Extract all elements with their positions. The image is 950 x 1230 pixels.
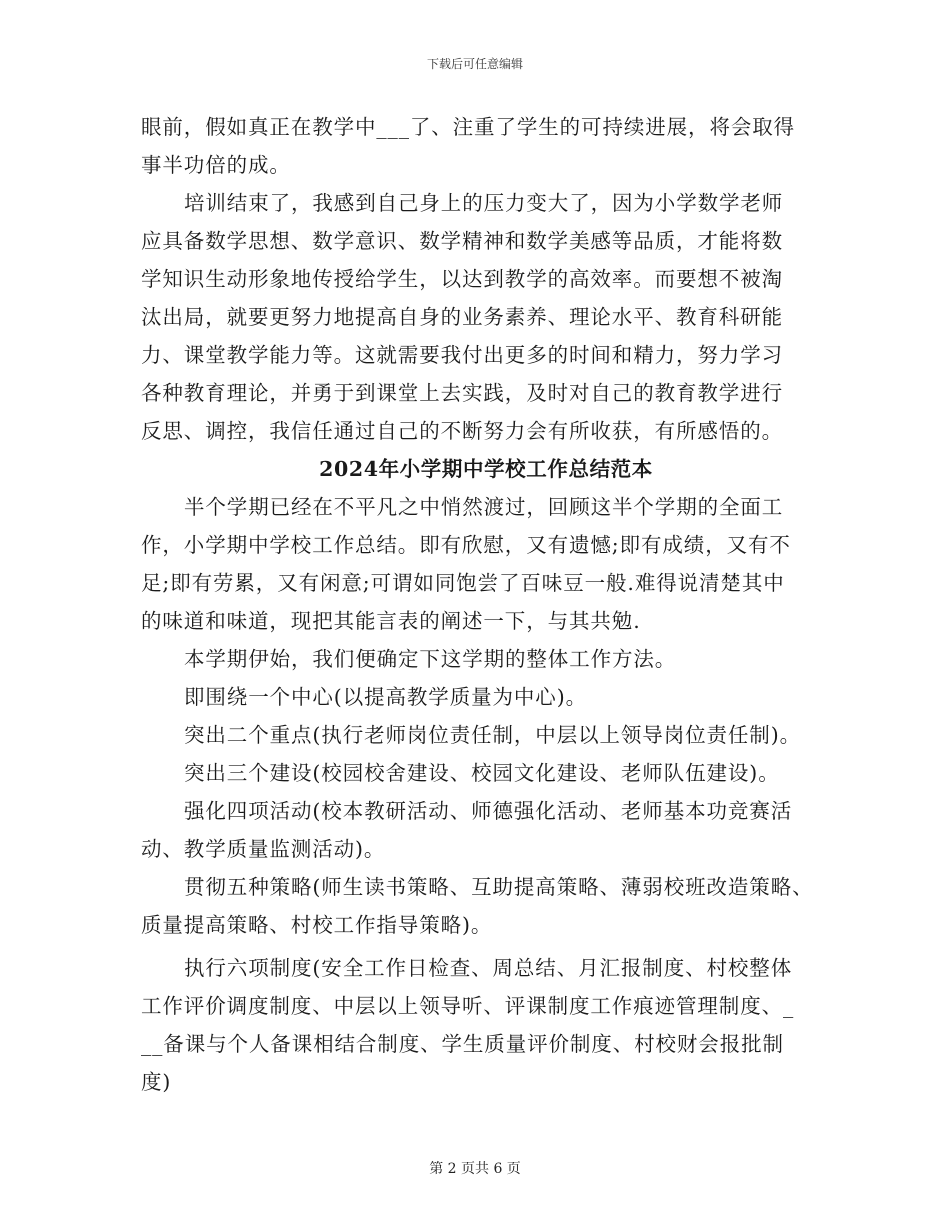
text-line: 力、课堂教学能力等。这就需要我付出更多的时间和精力，努力学习 [141, 343, 783, 367]
text-line: 作，小学期中学校工作总结。即有欣慰，又有遗憾;即有成绩，又有不 [141, 533, 791, 557]
text-line: 应具备数学思想、数学意识、数学精神和数学美感等品质，才能将数 [141, 229, 783, 253]
paragraph-start: 强化四项活动(校本教研活动、师德强化活动、老师基本功竞赛活 [184, 799, 793, 823]
text-line: 各种教育理论，并勇于到课堂上去实践，及时对自己的教育教学进行 [141, 381, 783, 405]
text-line: 工作评价调度制度、中层以上领导听、评课制度工作痕迹管理制度、_ [141, 994, 795, 1018]
text-line: 质量提高策略、村校工作指导策略)。 [141, 913, 493, 937]
text-line: 足;即有劳累，又有闲意;可谓如同饱尝了百味豆一般.难得说清楚其中 [141, 571, 785, 595]
text-line: 事半功倍的成。 [141, 153, 291, 177]
paragraph-start: 培训结束了，我感到自己身上的压力变大了，因为小学数学老师 [184, 191, 784, 215]
paragraph-start: 执行六项制度(安全工作日检查、周总结、月汇报制度、村校整体 [184, 956, 793, 980]
text-line: 汰出局，就要更努力地提高自身的业务素养、理论水平、教育科研能 [141, 305, 783, 329]
paragraph-start: 贯彻五种策略(师生读书策略、互助提高策略、薄弱校班改造策略、 [184, 875, 814, 899]
text-line: 度) [141, 1070, 172, 1094]
text-line: 动、教学质量监测活动)。 [141, 837, 386, 861]
text-line: 的味道和味道，现把其能言表的阐述一下，与其共勉. [141, 609, 641, 633]
text-line: 学知识生动形象地传授给学生，以达到教学的高效率。而要想不被淘 [141, 267, 783, 291]
paragraph-start: 本学期伊始，我们便确定下这学期的整体工作方法。 [184, 647, 677, 671]
paragraph-start: 突出二个重点(执行老师岗位责任制，中层以上领导岗位责任制)。 [184, 723, 801, 747]
document-body [141, 108, 831, 1101]
paragraph-start: 半个学期已经在不平凡之中悄然渡过，回顾这半个学期的全面工 [184, 495, 784, 519]
section-title: 2024年小学期中学校工作总结范本 [319, 457, 653, 481]
text-line: 反思、调控，我信任通过自己的不断努力会有所收获，有所感悟的。 [141, 419, 783, 443]
page-footer: 第 2 页共 6 页 [429, 1161, 521, 1177]
page-header: 下载后可任意编辑 [426, 57, 523, 71]
paragraph-start: 突出三个建设(校园校舍建设、校园文化建设、老师队伍建设)。 [184, 761, 780, 785]
text-line: 眼前，假如真正在教学中___了、注重了学生的可持续进展，将会取得 [141, 115, 796, 139]
text-line: __备课与个人备课相结合制度、学生质量评价制度、村校财会报批制 [141, 1032, 784, 1056]
paragraph-start: 即围绕一个中心(以提高教学质量为中心)。 [184, 685, 587, 709]
